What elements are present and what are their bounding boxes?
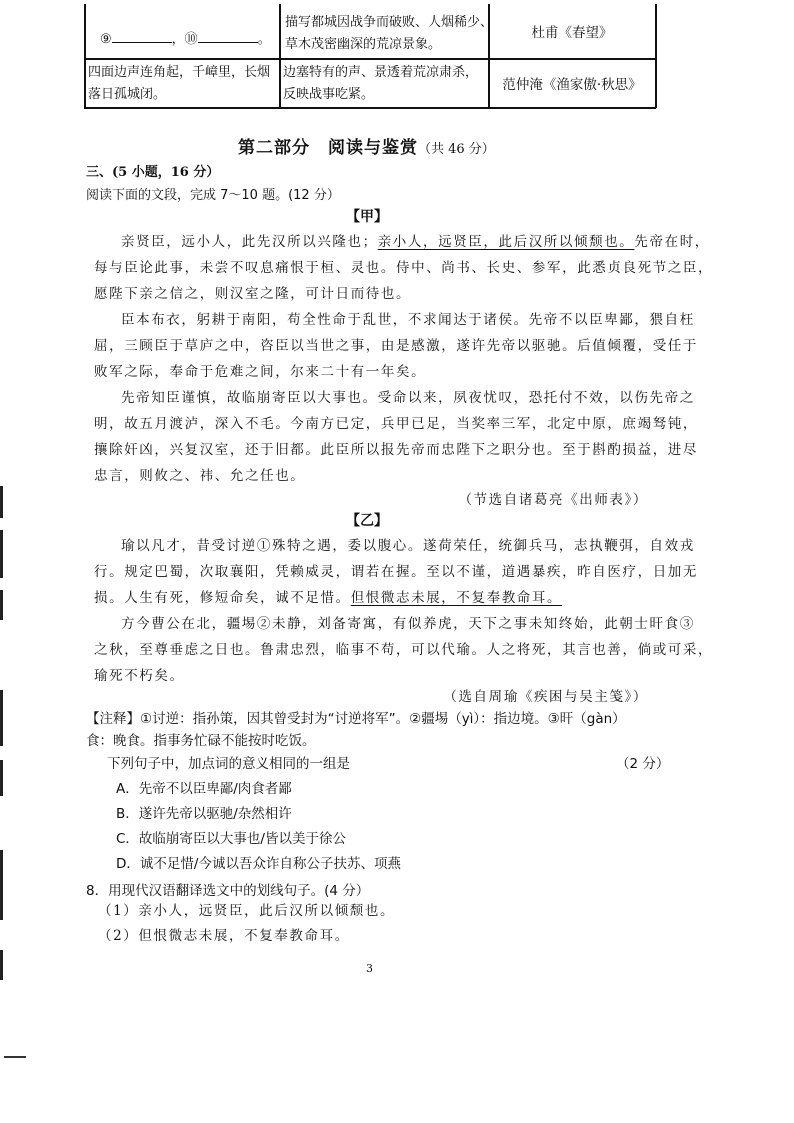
q7-score: （2 分） xyxy=(616,756,670,772)
row1-col2 xyxy=(285,12,493,56)
table-border-right xyxy=(655,4,657,108)
jia-p2-l3: 败军之际，奉命于危难之间，尔来二十有一年矣。 xyxy=(94,364,427,380)
scan-mark xyxy=(4,1056,26,1058)
q7-option-c[interactable]: C．故临崩寄臣以大事也/皆以美于徐公 xyxy=(116,831,346,847)
section3-heading: 三、(5 小题，16 分） xyxy=(86,165,220,180)
row2-col1 xyxy=(88,62,270,106)
scan-mark xyxy=(0,530,3,578)
jia-p3-l4: 忠言，则攸之、祎、允之任也。 xyxy=(94,468,306,484)
row2-col1-line2: 落日孤城闭。 xyxy=(88,87,167,102)
row1-col3: 杜甫《春望》 xyxy=(531,25,613,41)
part2-score: （共 46 分） xyxy=(418,142,495,157)
scan-mark xyxy=(0,850,3,920)
blank-10[interactable] xyxy=(198,28,258,43)
row2-col2 xyxy=(283,62,478,106)
jia-p1-l3: 愿陛下亲之信之，则汉室之隆，可计日而待也。 xyxy=(94,286,412,302)
blank-9-label: ⑨ xyxy=(100,32,112,47)
page-number: 3 xyxy=(366,962,373,975)
scan-mark xyxy=(0,760,3,796)
jia-p2-l1: 臣本布衣，躬耕于南阳，苟全性命于乱世，不求闻达于诸侯。先帝不以臣卑鄙，猥自枉 xyxy=(121,312,695,328)
jia-underlined-sentence: 亲小人，远贤臣，此后汉所以倾颓也。 xyxy=(377,234,635,250)
note-line2: 食：晚食。指事务忙碌不能按时吃饭。 xyxy=(86,733,316,749)
row1-col2-line1: 描写都城因战争而破败、人烟稀少、 xyxy=(285,15,494,30)
q7-stem: 下列句子中，加点词的意义相同的一组是 xyxy=(107,756,350,772)
q7-option-a[interactable]: A．先帝不以臣卑鄙/肉食者鄙 xyxy=(116,781,292,797)
yi-p1-l3a: 损。人生有死，修短命矣，诚不足惜。 xyxy=(94,590,351,606)
jia-source: （节选自诸葛亮《出师表》） xyxy=(458,492,648,508)
yi-p1-l3 xyxy=(94,585,562,611)
jia-p1-c: 先帝在时， xyxy=(634,234,710,250)
separator: ， xyxy=(171,32,185,47)
table-border-bottom xyxy=(84,107,656,109)
jia-p3-l2: 明，故五月渡泸，深入不毛。今南方已定，兵甲已足，当奖率三军，北定中原，庶竭驽钝， xyxy=(94,416,698,432)
yi-p2-l2: 之秋，至尊垂虑之日也。鲁肃忠烈，临事不苟，可以代瑜。人之将死，其言也善，倘或可采， xyxy=(94,642,714,658)
table-row-divider xyxy=(84,58,656,60)
row2-col3: 范仲淹《渔家傲·秋思》 xyxy=(502,77,642,93)
jia-p3-l1: 先帝知臣谨慎，故临崩寄臣以大事也。受命以来，夙夜忧叹，恐托付不效，以伤先帝之 xyxy=(121,390,695,406)
part2-title xyxy=(238,133,495,158)
scan-mark xyxy=(0,486,3,518)
jia-p1-l2: 每与臣论此事，未尝不叹息痛恨于桓、灵也。侍中、尚书、长史、参军，此悉贞良死节之臣， xyxy=(94,260,714,276)
q8-items xyxy=(98,899,395,949)
jia-p2-l2: 屈，三顾臣于草庐之中，咨臣以当世之事，由是感激，遂许先帝以驱驰。后值倾覆，受任于 xyxy=(94,338,698,354)
yi-underlined-sentence: 但恨微志未展，不复奉教命耳。 xyxy=(350,590,563,606)
jia-p1-l1 xyxy=(121,229,710,255)
table-border-left xyxy=(84,4,86,108)
row2-col2-line1: 边塞特有的声、景透着荒凉肃杀， xyxy=(283,65,479,80)
jia-p1-a: 亲贤臣，远小人，此先汉所以兴隆也； xyxy=(121,234,378,250)
yi-label: 【乙】 xyxy=(346,513,388,529)
section3-instruction: 阅读下面的文段，完成 7～10 题。(12 分） xyxy=(86,188,340,203)
yi-p1-l2: 行。规定巴蜀，次取襄阳，凭赖威灵，谓若在握。至以不谨，道遇暴疾，昨自医疗，日加无 xyxy=(94,564,698,580)
q8-item-1: （1）亲小人，远贤臣，此后汉所以倾颓也。 xyxy=(98,903,396,919)
row1-col2-line2: 草木茂密幽深的荒凉景象。 xyxy=(285,37,442,52)
table-divider-1 xyxy=(279,4,281,108)
row1-col1 xyxy=(100,28,271,51)
yi-p2-l3: 瑜死不朽矣。 xyxy=(94,668,185,684)
q8-stem: 8．用现代汉语翻译选文中的划线句子。(4 分） xyxy=(86,883,370,899)
q8-item-2: （2）但恨微志未展，不复奉教命耳。 xyxy=(98,928,350,944)
jia-label: 【甲】 xyxy=(346,209,388,225)
row2-col2-line2: 反映战事吃紧。 xyxy=(283,87,375,102)
jia-p3-l3: 攘除奸凶，兴复汉室，还于旧都。此臣所以报先帝而忠陛下之职分也。至于斟酌损益，进尽 xyxy=(94,442,698,458)
q7-option-d[interactable]: D．诚不足惜/今诚以吾众诈自称公子扶苏、项燕 xyxy=(116,856,401,872)
part2-title-text: 第二部分 阅读与鉴赏 xyxy=(238,138,418,158)
scan-mark xyxy=(0,950,3,980)
row2-col1-line1: 四面边声连角起，千嶂里，长烟 xyxy=(88,65,271,80)
period: 。 xyxy=(257,32,271,47)
yi-p1-l1: 瑜以凡才，昔受讨逆①殊特之遇，委以腹心。遂荷荣任，统御兵马，志执鞭弭，自效戎 xyxy=(121,538,695,554)
scan-mark xyxy=(0,590,3,620)
yi-source: （选自周瑜《疾困与吴主笺》） xyxy=(443,689,648,705)
q7-options xyxy=(116,777,401,877)
q7-option-b[interactable]: B．遂许先帝以驱驰/杂然相许 xyxy=(116,806,292,822)
yi-p2-l1: 方今曹公在北，疆埸②未静，刘备寄寓，有似养虎，天下之事未知终始，此朝士旰食③ xyxy=(121,616,695,632)
notes xyxy=(86,708,626,752)
note-line1: 【注释】①讨逆：指孙策，因其曾受封为“讨逆将军”。②疆埸（yì）：指边境。③旰（gàn） xyxy=(86,711,626,727)
blank-10-label: ⑩ xyxy=(184,32,198,47)
blank-9[interactable] xyxy=(112,28,172,43)
scan-mark xyxy=(0,690,3,746)
